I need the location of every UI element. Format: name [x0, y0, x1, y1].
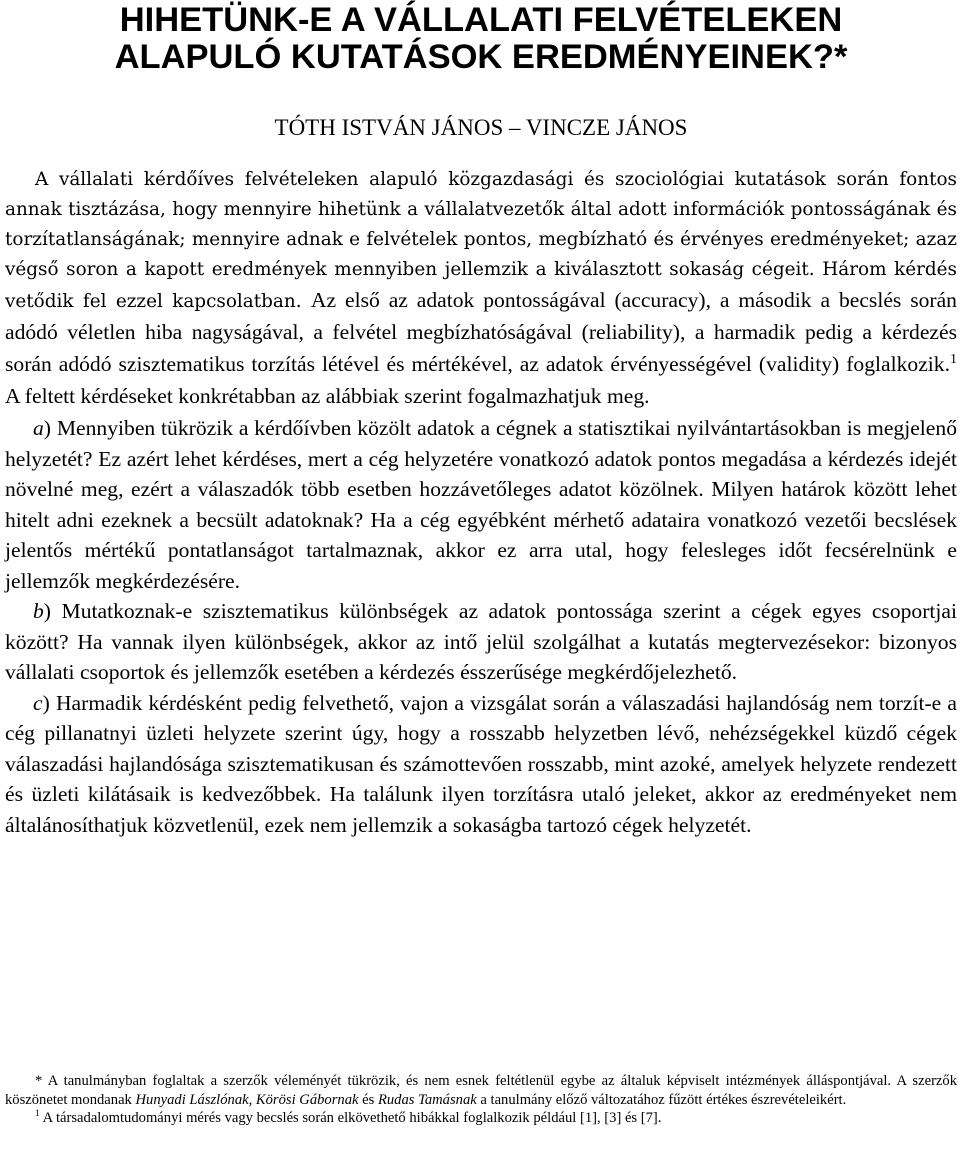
footnotes	[5, 1072, 957, 1128]
paragraph-a	[5, 413, 957, 596]
intro-text-b: A feltett kérdéseket konkrétabban az alábbiak szerint fogalmazhatjuk meg.	[5, 384, 650, 408]
footnote-star-names-2: Rudas Tamásnak	[377, 1091, 477, 1108]
item-letter-b: b	[33, 599, 44, 623]
paper-title	[5, 2, 957, 76]
paragraph-b-text: ) Mutatkoznak-e szisztematikus különbségek az adatok pontossága szerint a cégek egyes csoportjai között? Ha vannak ilyen különbségek, akkor az intő jelül szolgálhat a kutatás megtervezésekor: bizonyos vállalati csoportok és jellemzők esetében a kérdezés ésszerűsége megkérdőjelezhető.	[5, 599, 957, 684]
footnote-star-text-c: a tanulmány előző változatához fűzött értékes észrevételeikért.	[476, 1091, 847, 1108]
item-letter-a: a	[33, 416, 44, 440]
intro-text-a: Az első az adatok pontosságával (accuracy), a második a becslés során adódó véletlen hiba nagyságával, a felvétel megbízhatóságával (reliability), a harmadik pedig a kérdezés során adódó szisztematikus torzítás létével és mértékével, az adatok érvényességével (validity) foglalkozik.	[5, 288, 957, 376]
footnote-star-text-a: * A tanulmányban foglaltak a szerzők véleményét tükrözik, és nem esnek feltétlenül egybe az általuk képviselt intézmények álláspontjával. A szerzők köszönetet mondanak	[5, 1073, 957, 1108]
footnote-1	[5, 1109, 957, 1128]
title-line-2: ALAPULÓ KUTATÁSOK EREDMÉNYEINEK?*	[114, 38, 848, 76]
abstract	[5, 165, 957, 413]
footnote-1-marker: 1	[35, 1109, 40, 1120]
paragraph-c	[5, 688, 957, 841]
footnote-star-text-b: és	[358, 1091, 378, 1108]
paragraph-c-text: ) Harmadik kérdésként pedig felvethető, vajon a vizsgálat során a válaszadási hajlandóság nem torzít-e a cég pillanatnyi üzleti helyzete szerint úgy, hogy a rosszabb helyzetben lévő, nehézségekkel küzdő cégek válaszadási hajlandósága szisztematikusan és számottevően rosszabb, mint azoké, amelyek helyzete rendezett és üzleti kilátásaik is kedvezőbbek. Ha találunk ilyen torzításra utaló jeleket, akkor az eredményeket nem általánosíthatjuk közvetlenül, ezek nem jellemzik a sokaságba tartozó cégek helyzetét.	[5, 690, 957, 837]
footnote-star-names-1: Hunyadi Lászlónak, Körösi Gábornak	[135, 1091, 359, 1108]
paragraph-a-text: ) Mennyiben tükrözik a kérdőívben közölt adatok a cégnek a statisztikai nyilvántartásokban is megjelenő helyzetét? Ez azért lehet kérdéses, mert a cég helyzetére vonatkozó adatok pontos megadása a kérdezés idejét növelné meg, ezért a válaszadók több esetben hozzávetőleges adatot közölnek. Milyen határok között lehet hitelt adni ezeknek a becsült adatoknak? Ha a cég egyébként mérhető adataira vonatkozó vezetői becslések jelentős mértékű pontatlanságot tartalmaznak, akkor ez arra utal, hogy felesleges időt fecsérelnünk e jellemzők megkérdezésére.	[5, 416, 957, 593]
footnote-1-text: A társadalomtudományi mérés vagy becslés során elkövethető hibákkal foglalkozik például [1], [3] és [7].	[39, 1110, 662, 1126]
title-line-1: HIHETÜNK-E A VÁLLALATI FELVÉTELEKEN	[119, 1, 843, 39]
paragraph-b	[5, 596, 957, 688]
footnote-ref-1: 1	[949, 350, 957, 367]
paper-page	[5, 0, 957, 840]
footnote-star	[5, 1072, 957, 1109]
author-line: TÓTH ISTVÁN JÁNOS – VINCZE JÁNOS	[274, 115, 688, 140]
abstract-text: A vállalati kérdőíves felvételeken alapuló közgazdasági és szociológiai kutatások során fontos annak tisztázása, hogy mennyire hihetünk a vállalatvezetők által adott információk pontosságának és torzítatlanságának; mennyire adnak e felvételek pontos, megbízható és érvényes eredményeket; azaz végső soron a kapott eredmények mennyiben jellemzik a kiválasztott sokaság cégeit. Három kérdés vetődik fel ezzel kapcsolatban.	[5, 169, 957, 312]
body-text	[5, 413, 957, 840]
item-letter-c: c	[33, 690, 43, 715]
